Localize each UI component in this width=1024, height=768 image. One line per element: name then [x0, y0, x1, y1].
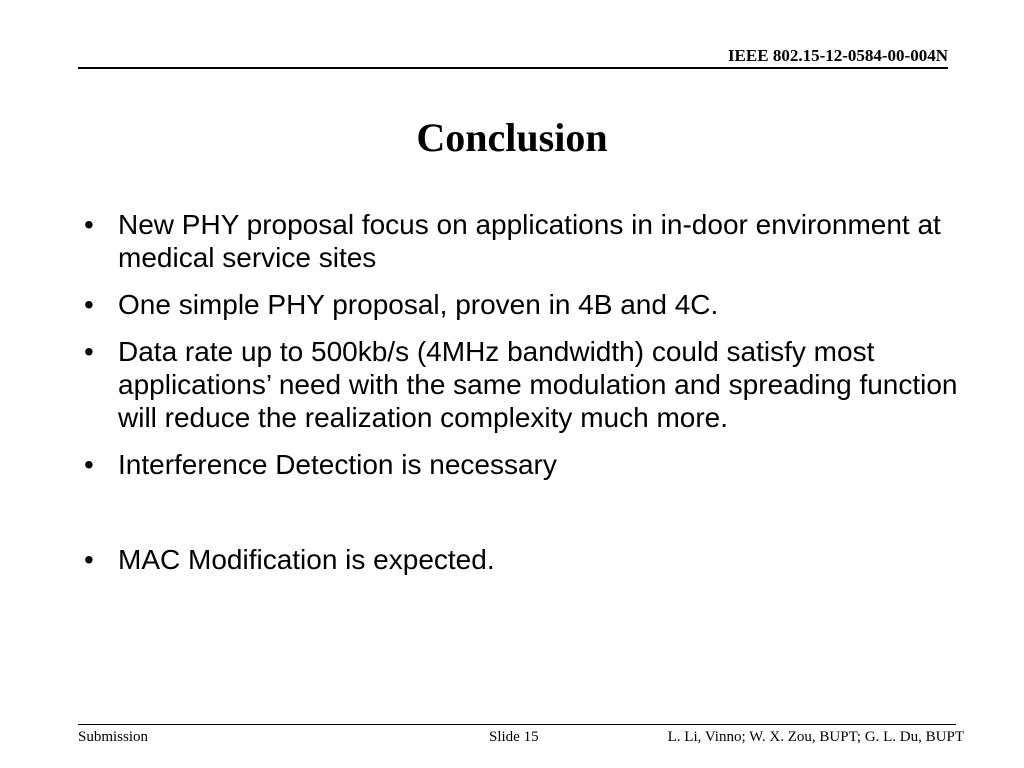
- slide-title: Conclusion: [416, 115, 608, 160]
- bullet-item: [78, 288, 958, 321]
- bullet-item: [78, 335, 958, 434]
- footer-slide-number: Slide 15: [489, 729, 539, 745]
- bullet-item: [78, 208, 958, 274]
- footer-authors: L. Li, Vinno; W. X. Zou, BUPT; G. L. Du, BUPT: [667, 729, 964, 745]
- document-id: IEEE 802.15-12-0584-00-004N: [727, 46, 948, 65]
- bullet-icon: •: [84, 209, 94, 240]
- bullet-icon: •: [84, 544, 94, 575]
- bullet-text: One simple PHY proposal, proven in 4B and 4C.: [118, 289, 719, 320]
- bullet-list: [78, 208, 958, 576]
- bullet-icon: •: [84, 449, 94, 480]
- bullet-text: Interference Detection is necessary: [118, 449, 557, 480]
- bullet-icon: •: [84, 289, 94, 320]
- bullet-item: [78, 448, 958, 481]
- bullet-text: MAC Modification is expected.: [118, 544, 495, 575]
- footer-submission: Submission: [78, 729, 149, 745]
- bullet-text: Data rate up to 500kb/s (4MHz bandwidth) could satisfy most applications’ need with the same modulation and spreading function will reduce the realization complexity much more.: [118, 336, 958, 433]
- bullet-item: [78, 543, 958, 576]
- footer-divider: [78, 724, 956, 725]
- bullet-icon: •: [84, 336, 94, 367]
- header-divider: [78, 67, 948, 69]
- bullet-text: New PHY proposal focus on applications in in-door environment at medical service sites: [118, 209, 941, 273]
